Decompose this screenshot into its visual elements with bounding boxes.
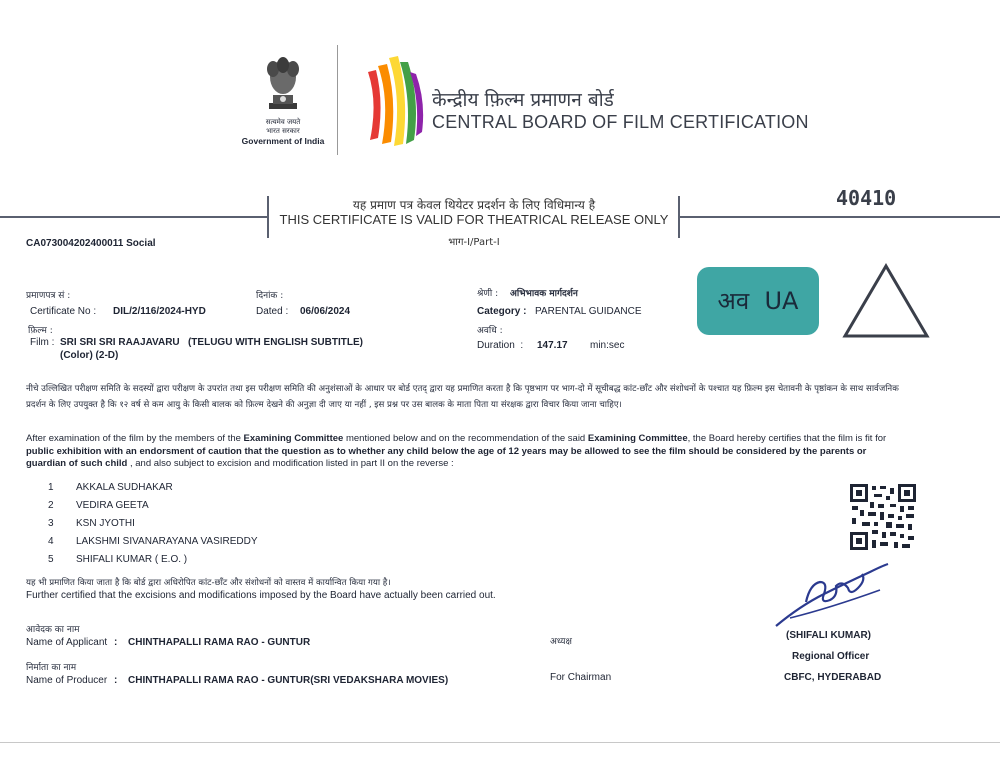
applicant-value: CHINTHAPALLI RAMA RAO - GUNTUR bbox=[128, 637, 311, 648]
validity-part: भाग-I/Part-I bbox=[448, 237, 500, 248]
duration-unit: min:sec bbox=[590, 340, 625, 351]
chairman-hindi: अध्यक्ष bbox=[550, 637, 572, 647]
list-item: 5 SHIFALI KUMAR ( E.O. ) bbox=[48, 554, 188, 565]
reference-id: CA073004202400011 Social bbox=[26, 238, 156, 249]
producer-hindi: निर्माता का नाम bbox=[26, 663, 77, 673]
signatory-title: Regional Officer bbox=[792, 651, 870, 662]
film-format: (Color) (2-D) bbox=[60, 350, 119, 361]
validity-english: THIS CERTIFICATE IS VALID FOR THEATRICAL RELEASE ONLY bbox=[279, 212, 669, 227]
cert-no-value: DIL/2/116/2024-HYD bbox=[113, 306, 206, 317]
triangle-mark-icon bbox=[841, 262, 931, 340]
header-divider bbox=[337, 45, 338, 155]
category-value: PARENTAL GUIDANCE bbox=[535, 306, 642, 317]
board-name-hindi: केन्द्रीय फ़िल्म प्रमाणन बोर्ड bbox=[432, 89, 614, 111]
duration-label: Duration : bbox=[477, 340, 524, 351]
hindi-paragraph: नीचे उल्लिखित परीक्षण समिति के सदस्यों द्वारा परीक्षण के उपरांत तथा इस परीक्षण समिति की अनुशंसाओं के आधार पर बोर्ड एतद् द्वारा यह प्रमाणित करता है कि पृष्ठभाग पर भाग-दो में सूचीबद्ध कांट-छाँट और संशोधनों के पश्चात यह फ़िल्म इस चेतावनी के पृष्ठांकन के साथ सार्वजनिक प्रदर्शन के लिए उपयुक्त है कि १२ वर्ष से कम आयु के किसी बालक को फ़िल्म देखने की अनुज्ञा दी जाए या नहीं , इस प्रश्न पर उस बालक के माता पिता या संरक्षक द्वारा विचार किया जाना चाहिए। bbox=[26, 384, 899, 410]
emblem-motto: सत्यमेव जयते bbox=[265, 118, 301, 126]
english-paragraph-part3: mentioned below and on the recommendation of the said bbox=[343, 433, 588, 444]
duration-hindi: अवधि : bbox=[477, 326, 503, 336]
list-item: 3 KSN JYOTHI bbox=[48, 518, 135, 529]
examining-committee-2: Examining Committee bbox=[587, 433, 688, 444]
rule-right bbox=[679, 216, 1000, 218]
duration-value: 147.17 bbox=[537, 340, 568, 351]
producer-colon: : bbox=[114, 675, 118, 686]
signatory-office: CBFC, HYDERABAD bbox=[784, 672, 882, 683]
english-paragraph-part5: , the Board hereby certifies that the film is fit for bbox=[687, 433, 887, 444]
list-item: 2 VEDIRA GEETA bbox=[48, 500, 149, 511]
film-title: SRI SRI SRI RAAJAVARU (TELUGU WITH ENGLISH SUBTITLE) bbox=[60, 337, 363, 348]
govt-hindi: भारत सरकार bbox=[266, 127, 300, 135]
further-hindi: यह भी प्रमाणित किया जाता है कि बोर्ड द्वारा अधिरोपित कांट-छाँट और संशोधनों को वास्तव में कार्यान्वित किया गया है। bbox=[26, 578, 391, 588]
list-item: 4 LAKSHMI SIVANARAYANA VASIREDDY bbox=[48, 536, 258, 547]
film-hindi: फ़िल्म : bbox=[28, 326, 53, 336]
english-paragraph-part7: , and also subject to excision and modification listed in part II on the reverse : bbox=[127, 458, 454, 469]
validity-hindi: यह प्रमाण पत्र केवल थियेटर प्रदर्शन के लिए विधिमान्य है bbox=[352, 198, 596, 212]
cert-no-label: Certificate No : bbox=[30, 306, 97, 317]
date-hindi: दिनांक : bbox=[256, 291, 284, 301]
ashoka-emblem-icon bbox=[261, 55, 305, 117]
caution-statement: public exhibition with an endorsment of caution that the question as to whether any child below the age of 12 years may be allowed to see the film should be considered by the parents or guardian of such child bbox=[26, 445, 867, 469]
govt-english: Government of India bbox=[241, 136, 325, 146]
category-hindi-label: श्रेणी : bbox=[477, 289, 499, 299]
producer-value: CHINTHAPALLI RAMA RAO - GUNTUR(SRI VEDAKSHARA MOVIES) bbox=[128, 675, 449, 686]
signatory-name: (SHIFALI KUMAR) bbox=[786, 630, 871, 641]
applicant-label: Name of Applicant bbox=[26, 637, 108, 648]
date-value: 06/06/2024 bbox=[300, 306, 351, 317]
signature-icon bbox=[770, 560, 900, 632]
film-label: Film : bbox=[30, 337, 55, 348]
govt-emblem-block bbox=[238, 55, 328, 155]
category-label: Category : bbox=[477, 306, 527, 317]
rating-badge: अव UA bbox=[697, 267, 819, 335]
english-paragraph-part1: After examination of the film by the members of the bbox=[26, 433, 244, 444]
serial-number: 40410 bbox=[836, 186, 897, 210]
rule-left bbox=[0, 216, 268, 218]
qr-code-icon bbox=[850, 484, 916, 550]
board-name-english: CENTRAL BOARD OF FILM CERTIFICATION bbox=[432, 112, 809, 132]
applicant-hindi: आवेदक का नाम bbox=[26, 625, 80, 635]
committee-list bbox=[48, 477, 258, 567]
examining-committee-1: Examining Committee bbox=[243, 433, 344, 444]
cert-no-hindi: प्रमाणपत्र सं : bbox=[26, 291, 71, 301]
rule-bottom bbox=[0, 742, 1000, 743]
applicant-colon: : bbox=[114, 637, 118, 648]
for-chairman: For Chairman bbox=[550, 672, 612, 683]
date-label: Dated : bbox=[256, 306, 289, 317]
bracket-left bbox=[267, 196, 269, 238]
english-paragraph bbox=[26, 433, 906, 471]
producer-label: Name of Producer bbox=[26, 675, 108, 686]
further-english: Further certified that the excisions and modifications imposed by the Board have actually been carried out. bbox=[26, 590, 496, 601]
list-item: 1 AKKALA SUDHAKAR bbox=[48, 482, 173, 493]
category-hindi-value: अभिभावक मार्गदर्शन bbox=[510, 289, 578, 299]
cbfc-logo-icon bbox=[364, 52, 426, 150]
